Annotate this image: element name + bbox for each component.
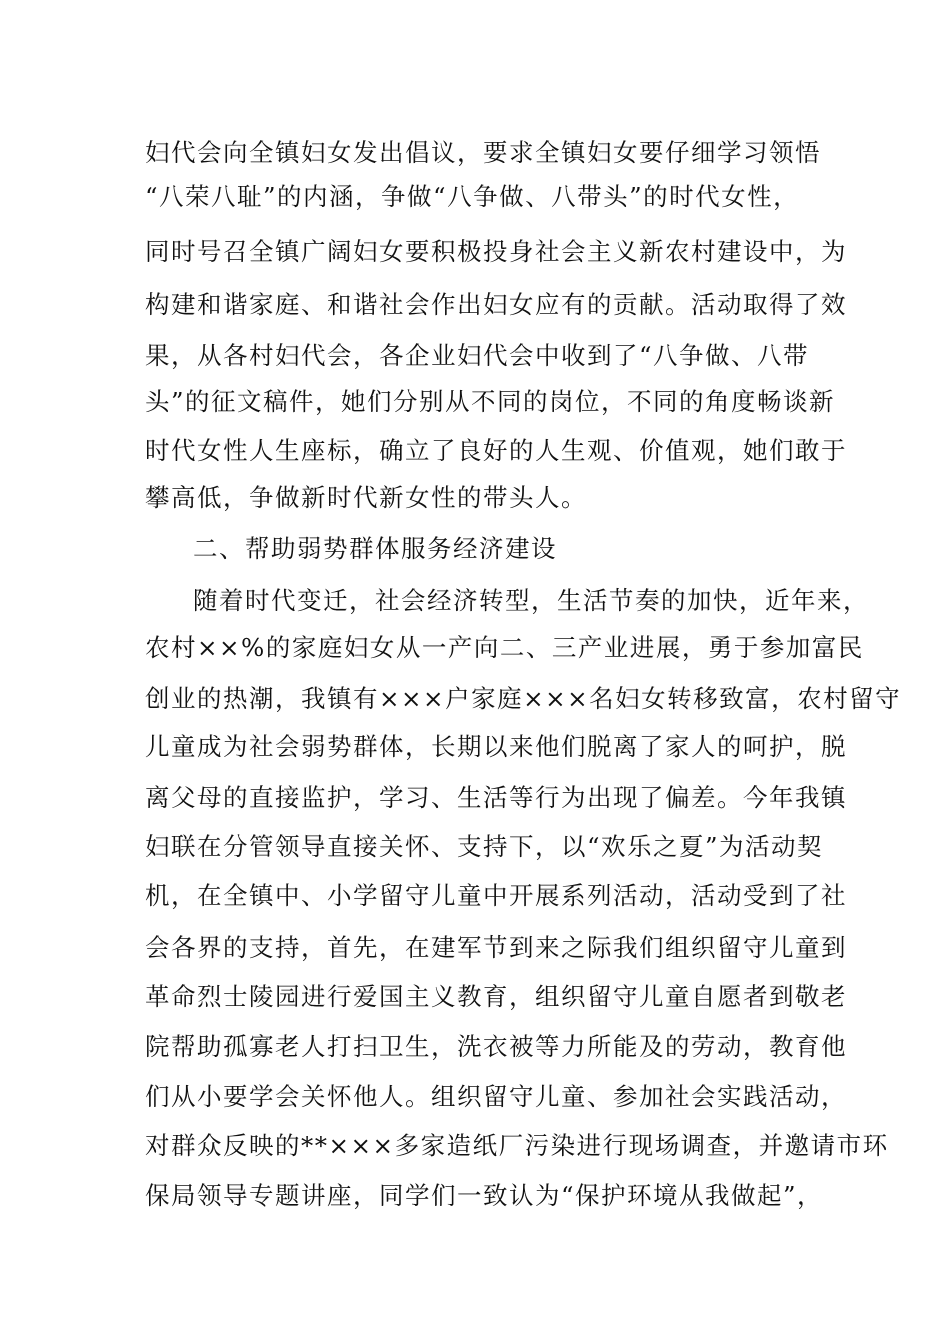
text-line: 创业的热潮，我镇有×××户家庭×××名妇女转移致富，农村留守 [145, 684, 902, 713]
text-line: 同时号召全镇广阔妇女要积极投身社会主义新农村建设中，为 [145, 237, 847, 266]
text-line: 攀高低，争做新时代新女性的带头人。 [145, 483, 587, 512]
text-line: 时代女性人生座标，确立了良好的人生观、价值观，她们敢于 [145, 436, 847, 465]
paragraph-first-line: 随着时代变迁，社会经济转型，生活节奏的加快，近年来， [193, 586, 869, 615]
text-line: 果，从各村妇代会，各企业妇代会中收到了“八争做、八带 [145, 341, 810, 370]
text-line: 离父母的直接监护，学习、生活等行为出现了偏差。今年我镇 [145, 783, 847, 812]
text-line: 妇代会向全镇妇女发出倡议，要求全镇妇女要仔细学习领悟 [145, 138, 821, 167]
text-line: 儿童成为社会弱势群体，长期以来他们脱离了家人的呵护，脱 [145, 732, 847, 761]
text-line: 院帮助孤寡老人打扫卫生，洗衣被等力所能及的劳动，教育他 [145, 1032, 847, 1061]
text-line: 头”的征文稿件，她们分别从不同的岗位，不同的角度畅谈新 [145, 387, 836, 416]
text-line: 对群众反映的**×××多家造纸厂污染进行现场调查，并邀请市环 [145, 1131, 889, 1160]
section-heading: 二、帮助弱势群体服务经济建设 [193, 534, 557, 563]
text-line: 保局领导专题讲座，同学们一致认为“保护环境从我做起”， [145, 1181, 824, 1210]
text-line: “八荣八耻”的内涵，争做“八争做、八带头”的时代女性， [145, 182, 800, 211]
text-line: 机，在全镇中、小学留守儿童中开展系列活动，活动受到了社 [145, 881, 847, 910]
text-line: 会各界的支持，首先，在建军节到来之际我们组织留守儿童到 [145, 933, 847, 962]
text-line: 们从小要学会关怀他人。组织留守儿童、参加社会实践活动， [145, 1082, 847, 1111]
text-line: 农村××%的家庭妇女从一产向二、三产业进展，勇于参加富民 [145, 633, 864, 662]
text-line: 构建和谐家庭、和谐社会作出妇女应有的贡献。活动取得了效 [145, 290, 847, 319]
text-line: 妇联在分管领导直接关怀、支持下，以“欢乐之夏”为活动契 [145, 832, 824, 861]
text-line: 革命烈士陵园进行爱国主义教育，组织留守儿童自愿者到敬老 [145, 982, 847, 1011]
